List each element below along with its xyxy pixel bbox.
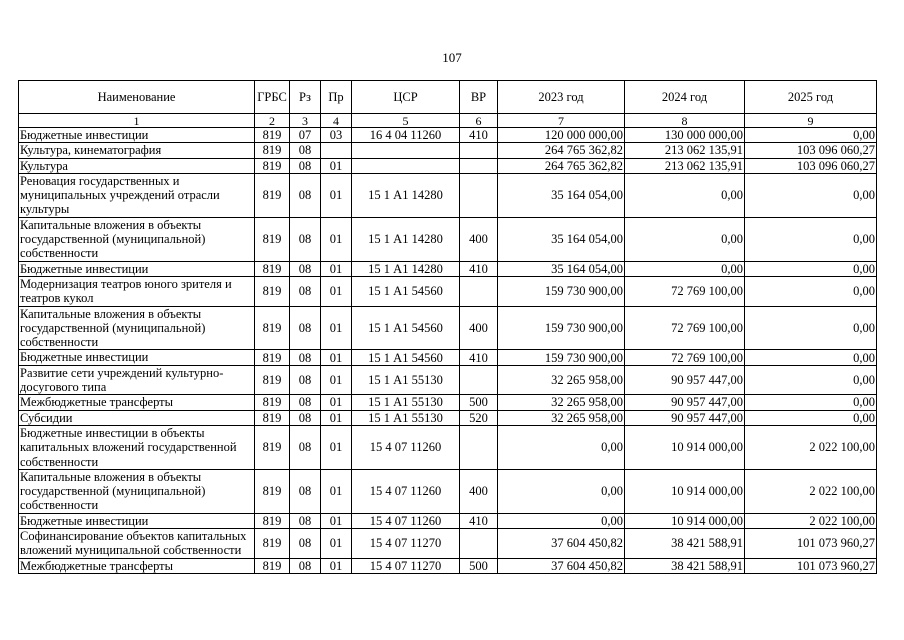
cell-name: Культура (19, 158, 255, 173)
cell-y2025: 2 022 100,00 (745, 513, 877, 528)
table-row (19, 410, 877, 425)
table-row (19, 350, 877, 365)
cell-y2024: 130 000 000,00 (625, 128, 745, 143)
cell-pr: 01 (321, 276, 352, 306)
cell-y2023: 264 765 362,82 (498, 158, 625, 173)
cell-pr: 01 (321, 350, 352, 365)
column-number-row (19, 114, 877, 128)
cell-pr: 01 (321, 158, 352, 173)
table-row (19, 158, 877, 173)
cell-pr: 01 (321, 365, 352, 395)
header-vr: ВР (460, 81, 498, 114)
cell-grbs: 819 (255, 306, 290, 350)
cell-vr: 400 (460, 217, 498, 261)
table-row (19, 143, 877, 158)
cell-vr (460, 425, 498, 469)
cell-pr: 01 (321, 173, 352, 217)
cell-rz: 08 (290, 276, 321, 306)
cell-y2023: 0,00 (498, 469, 625, 513)
cell-name: Модернизация театров юного зрителя и театров кукол (19, 276, 255, 306)
cell-pr: 01 (321, 469, 352, 513)
cell-vr (460, 529, 498, 559)
header-y2024: 2024 год (625, 81, 745, 114)
cell-y2024: 90 957 447,00 (625, 410, 745, 425)
cell-grbs: 819 (255, 558, 290, 573)
cell-rz: 08 (290, 469, 321, 513)
cell-y2025: 101 073 960,27 (745, 529, 877, 559)
cell-y2024: 0,00 (625, 217, 745, 261)
cell-vr: 410 (460, 261, 498, 276)
cell-y2023: 0,00 (498, 425, 625, 469)
cell-y2025: 0,00 (745, 128, 877, 143)
cell-y2024: 90 957 447,00 (625, 395, 745, 410)
cell-vr: 410 (460, 350, 498, 365)
cell-y2025: 0,00 (745, 217, 877, 261)
cell-rz: 08 (290, 217, 321, 261)
page-number: 107 (442, 50, 462, 65)
column-number-y2023: 7 (498, 114, 625, 128)
cell-name: Субсидии (19, 410, 255, 425)
cell-y2025: 0,00 (745, 350, 877, 365)
cell-pr: 03 (321, 128, 352, 143)
cell-rz: 08 (290, 425, 321, 469)
cell-name: Бюджетные инвестиции в объекты капитальных вложений государственной собственности (19, 425, 255, 469)
cell-y2024: 213 062 135,91 (625, 158, 745, 173)
cell-name: Бюджетные инвестиции (19, 128, 255, 143)
cell-csr: 15 4 07 11270 (352, 529, 460, 559)
cell-grbs: 819 (255, 173, 290, 217)
cell-rz: 08 (290, 158, 321, 173)
cell-grbs: 819 (255, 395, 290, 410)
header-csr: ЦСР (352, 81, 460, 114)
column-number-grbs: 2 (255, 114, 290, 128)
table-header (19, 81, 877, 128)
cell-csr: 15 1 А1 55130 (352, 395, 460, 410)
cell-name: Бюджетные инвестиции (19, 350, 255, 365)
cell-name: Межбюджетные трансферты (19, 395, 255, 410)
cell-name: Софинансирование объектов капитальных вложений муниципальной собственности (19, 529, 255, 559)
cell-y2024: 10 914 000,00 (625, 425, 745, 469)
cell-grbs: 819 (255, 513, 290, 528)
cell-y2025: 103 096 060,27 (745, 158, 877, 173)
cell-vr: 500 (460, 558, 498, 573)
cell-y2024: 72 769 100,00 (625, 276, 745, 306)
cell-csr: 15 4 07 11270 (352, 558, 460, 573)
table-row (19, 558, 877, 573)
cell-y2025: 103 096 060,27 (745, 143, 877, 158)
header-pr: Пр (321, 81, 352, 114)
cell-pr (321, 143, 352, 158)
cell-csr: 15 1 А1 55130 (352, 410, 460, 425)
cell-y2023: 37 604 450,82 (498, 558, 625, 573)
cell-grbs: 819 (255, 410, 290, 425)
cell-csr: 15 4 07 11260 (352, 513, 460, 528)
cell-pr: 01 (321, 513, 352, 528)
cell-y2023: 32 265 958,00 (498, 410, 625, 425)
cell-csr (352, 158, 460, 173)
cell-y2024: 10 914 000,00 (625, 469, 745, 513)
table-row (19, 173, 877, 217)
cell-grbs: 819 (255, 217, 290, 261)
cell-rz: 08 (290, 261, 321, 276)
cell-y2024: 72 769 100,00 (625, 350, 745, 365)
cell-csr: 15 1 А1 14280 (352, 173, 460, 217)
cell-y2023: 35 164 054,00 (498, 217, 625, 261)
cell-vr (460, 365, 498, 395)
cell-rz: 08 (290, 306, 321, 350)
cell-rz: 08 (290, 350, 321, 365)
cell-pr: 01 (321, 529, 352, 559)
column-number-vr: 6 (460, 114, 498, 128)
cell-vr: 400 (460, 469, 498, 513)
cell-csr: 15 1 А1 54560 (352, 306, 460, 350)
cell-rz: 08 (290, 513, 321, 528)
table-row (19, 395, 877, 410)
table-row (19, 513, 877, 528)
cell-y2025: 0,00 (745, 395, 877, 410)
cell-name: Развитие сети учреждений культурно-досугового типа (19, 365, 255, 395)
cell-y2025: 0,00 (745, 365, 877, 395)
cell-rz: 08 (290, 558, 321, 573)
column-number-y2025: 9 (745, 114, 877, 128)
cell-y2024: 90 957 447,00 (625, 365, 745, 395)
table-row (19, 469, 877, 513)
cell-pr: 01 (321, 425, 352, 469)
cell-vr: 410 (460, 128, 498, 143)
table-row (19, 217, 877, 261)
header-grbs: ГРБС (255, 81, 290, 114)
cell-pr: 01 (321, 395, 352, 410)
cell-grbs: 819 (255, 276, 290, 306)
cell-y2025: 0,00 (745, 276, 877, 306)
cell-name: Капитальные вложения в объекты государственной (муниципальной) собственности (19, 306, 255, 350)
column-number-y2024: 8 (625, 114, 745, 128)
column-number-name: 1 (19, 114, 255, 128)
cell-y2023: 35 164 054,00 (498, 173, 625, 217)
cell-grbs: 819 (255, 425, 290, 469)
table-row (19, 261, 877, 276)
cell-grbs: 819 (255, 128, 290, 143)
cell-pr: 01 (321, 261, 352, 276)
cell-y2023: 37 604 450,82 (498, 529, 625, 559)
cell-csr: 15 1 А1 54560 (352, 350, 460, 365)
cell-y2025: 0,00 (745, 261, 877, 276)
cell-y2023: 159 730 900,00 (498, 276, 625, 306)
cell-y2024: 10 914 000,00 (625, 513, 745, 528)
cell-vr (460, 158, 498, 173)
header-rz: Рз (290, 81, 321, 114)
cell-y2024: 0,00 (625, 261, 745, 276)
table-row (19, 306, 877, 350)
table-row (19, 365, 877, 395)
table-body (19, 128, 877, 574)
cell-csr: 16 4 04 11260 (352, 128, 460, 143)
cell-pr: 01 (321, 410, 352, 425)
cell-pr: 01 (321, 558, 352, 573)
cell-name: Капитальные вложения в объекты государственной (муниципальной) собственности (19, 217, 255, 261)
cell-name: Культура, кинематография (19, 143, 255, 158)
cell-name: Капитальные вложения в объекты государственной (муниципальной) собственности (19, 469, 255, 513)
cell-y2024: 0,00 (625, 173, 745, 217)
cell-csr (352, 143, 460, 158)
cell-csr: 15 1 А1 54560 (352, 276, 460, 306)
cell-vr: 410 (460, 513, 498, 528)
column-number-pr: 4 (321, 114, 352, 128)
table-row (19, 425, 877, 469)
cell-vr (460, 276, 498, 306)
cell-y2025: 0,00 (745, 306, 877, 350)
cell-y2025: 0,00 (745, 410, 877, 425)
budget-table (18, 80, 877, 574)
header-y2025: 2025 год (745, 81, 877, 114)
cell-rz: 08 (290, 143, 321, 158)
cell-vr: 500 (460, 395, 498, 410)
cell-y2024: 72 769 100,00 (625, 306, 745, 350)
cell-y2023: 0,00 (498, 513, 625, 528)
cell-y2025: 2 022 100,00 (745, 469, 877, 513)
cell-vr: 400 (460, 306, 498, 350)
cell-csr: 15 1 А1 14280 (352, 217, 460, 261)
cell-rz: 07 (290, 128, 321, 143)
header-name: Наименование (19, 81, 255, 114)
cell-y2023: 32 265 958,00 (498, 395, 625, 410)
cell-csr: 15 4 07 11260 (352, 469, 460, 513)
cell-grbs: 819 (255, 158, 290, 173)
cell-y2023: 32 265 958,00 (498, 365, 625, 395)
cell-y2024: 38 421 588,91 (625, 529, 745, 559)
cell-vr (460, 173, 498, 217)
cell-rz: 08 (290, 395, 321, 410)
cell-vr (460, 143, 498, 158)
cell-grbs: 819 (255, 529, 290, 559)
cell-rz: 08 (290, 173, 321, 217)
cell-rz: 08 (290, 529, 321, 559)
cell-csr: 15 4 07 11260 (352, 425, 460, 469)
cell-grbs: 819 (255, 365, 290, 395)
table-row (19, 128, 877, 143)
cell-vr: 520 (460, 410, 498, 425)
cell-csr: 15 1 А1 14280 (352, 261, 460, 276)
cell-y2023: 35 164 054,00 (498, 261, 625, 276)
table-row (19, 529, 877, 559)
cell-y2023: 120 000 000,00 (498, 128, 625, 143)
column-number-rz: 3 (290, 114, 321, 128)
cell-grbs: 819 (255, 469, 290, 513)
cell-pr: 01 (321, 306, 352, 350)
column-number-csr: 5 (352, 114, 460, 128)
cell-grbs: 819 (255, 143, 290, 158)
cell-grbs: 819 (255, 350, 290, 365)
cell-y2023: 159 730 900,00 (498, 350, 625, 365)
cell-pr: 01 (321, 217, 352, 261)
cell-y2025: 2 022 100,00 (745, 425, 877, 469)
cell-name: Бюджетные инвестиции (19, 513, 255, 528)
header-y2023: 2023 год (498, 81, 625, 114)
cell-grbs: 819 (255, 261, 290, 276)
cell-name: Бюджетные инвестиции (19, 261, 255, 276)
cell-name: Реновация государственных и муниципальных учреждений отрасли культуры (19, 173, 255, 217)
cell-y2023: 264 765 362,82 (498, 143, 625, 158)
cell-y2025: 0,00 (745, 173, 877, 217)
cell-y2023: 159 730 900,00 (498, 306, 625, 350)
cell-csr: 15 1 А1 55130 (352, 365, 460, 395)
cell-y2025: 101 073 960,27 (745, 558, 877, 573)
cell-y2024: 38 421 588,91 (625, 558, 745, 573)
cell-rz: 08 (290, 365, 321, 395)
header-row (19, 81, 877, 114)
cell-name: Межбюджетные трансферты (19, 558, 255, 573)
cell-rz: 08 (290, 410, 321, 425)
cell-y2024: 213 062 135,91 (625, 143, 745, 158)
table-row (19, 276, 877, 306)
